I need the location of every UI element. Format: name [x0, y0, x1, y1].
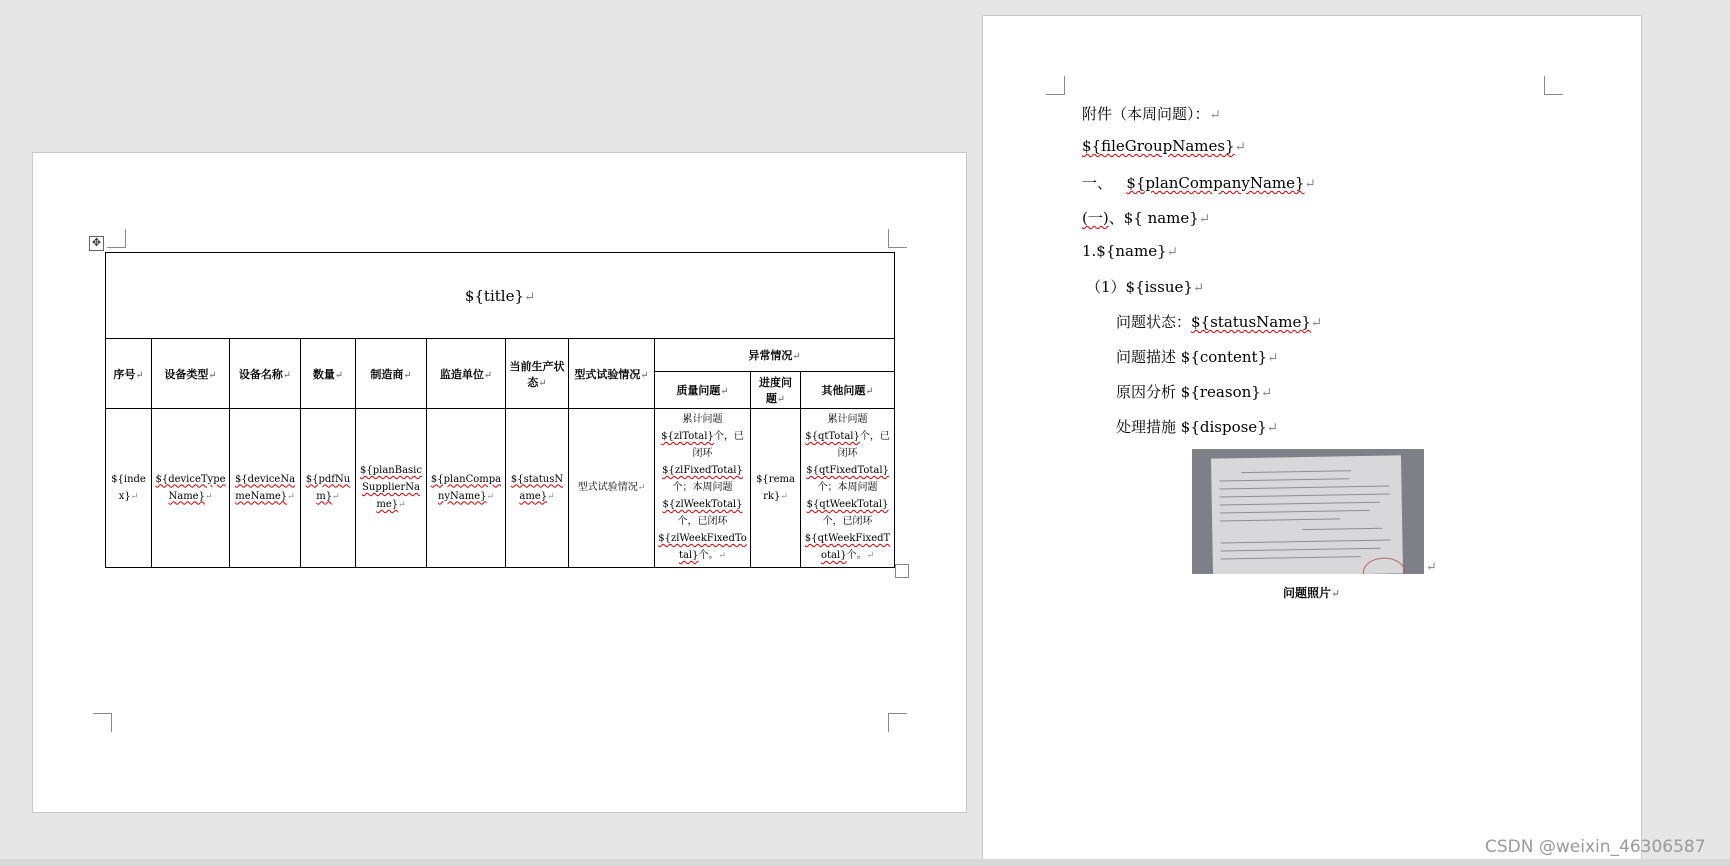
- quality-text-1: 累计问题: [682, 414, 723, 425]
- paragraph-mark: ↵: [538, 377, 547, 389]
- section-1-prefix: 一、: [1082, 174, 1113, 192]
- paragraph-mark: ↵: [547, 491, 555, 502]
- description-line[interactable]: [1116, 346, 1278, 367]
- paragraph-mark: ↵: [1267, 350, 1279, 366]
- file-group-var: ${fileGroupNames}: [1082, 137, 1235, 155]
- paragraph-mark: ↵: [486, 491, 495, 502]
- photo-caption[interactable]: [1283, 584, 1340, 601]
- reason-var: ${reason}: [1180, 383, 1261, 401]
- cell-supervisor-value: ${planCompanyName}: [430, 473, 502, 502]
- cell-device-name[interactable]: [230, 409, 301, 568]
- paragraph-mark: ↵: [204, 491, 213, 502]
- paragraph-mark: ↵: [282, 369, 292, 381]
- header-abnormal-label: 异常情况: [748, 349, 793, 362]
- other-week-fixed-var: ${qtWeekFixedTotal}: [804, 533, 891, 561]
- paragraph-mark: ↵: [637, 483, 646, 493]
- quality-week-fixed-var: ${zlWeekFixedTotal}: [658, 533, 747, 561]
- file-group-line[interactable]: [1082, 137, 1246, 155]
- issue-photo[interactable]: [1192, 449, 1424, 574]
- header-progress-issue[interactable]: [751, 372, 801, 409]
- item-1-var: 1.${name}: [1082, 242, 1167, 260]
- cell-other-issue[interactable]: [801, 409, 895, 568]
- other-total-var: ${qtTotal}: [805, 431, 860, 442]
- attachment-heading-text: 附件（本周问题）：: [1082, 105, 1210, 123]
- reason-line[interactable]: [1116, 381, 1272, 402]
- cell-manufacturer-value: ${planBasicSupplierName}: [360, 465, 422, 510]
- issue-line[interactable]: [1086, 276, 1204, 297]
- cell-device-name-value: ${deviceNameName}: [234, 473, 296, 502]
- dispose-var: ${dispose}: [1180, 418, 1267, 436]
- quality-text-2: 个，已闭环: [692, 431, 744, 459]
- photo-caption-text: 问题照片: [1283, 586, 1332, 600]
- paragraph-mark: ↵: [130, 491, 139, 502]
- paragraph-mark: ↵: [334, 369, 344, 381]
- cell-quantity[interactable]: [301, 409, 356, 568]
- cell-index[interactable]: [106, 409, 152, 568]
- other-text-5: 个。: [846, 550, 867, 561]
- cell-quantity-value: ${pdfNum}: [305, 473, 351, 502]
- cell-supervisor[interactable]: [427, 409, 506, 568]
- header-quantity[interactable]: [301, 339, 356, 409]
- paragraph-mark: ↵: [1266, 420, 1279, 436]
- document-page-right[interactable]: [982, 15, 1642, 866]
- paragraph-mark: ↵: [208, 369, 217, 381]
- dispose-label: 处理措施: [1116, 418, 1177, 436]
- header-progress-issue-label: 进度问题: [759, 376, 792, 405]
- watermark: CSDN @weixin_46306587: [1485, 837, 1706, 857]
- quality-text-4: 个，已闭环: [677, 516, 728, 527]
- paragraph-mark: ↵: [776, 394, 786, 405]
- cell-device-type[interactable]: [152, 409, 230, 568]
- quality-text-5: 个。: [698, 550, 719, 561]
- cell-type-test[interactable]: [569, 409, 655, 568]
- header-status[interactable]: [506, 339, 569, 409]
- subsection-1-prefix: (一): [1082, 209, 1109, 227]
- paragraph-mark: ↵: [640, 369, 649, 381]
- description-label: 问题描述: [1116, 348, 1177, 366]
- quality-fixed-var: ${zlFixedTotal}: [662, 465, 743, 476]
- table-title: ${title}: [464, 286, 524, 305]
- table-move-handle-icon[interactable]: ✥: [89, 236, 104, 251]
- paragraph-mark: ↵: [780, 491, 788, 502]
- status-bar: [0, 859, 1730, 866]
- header-device-name-label: 设备名称: [238, 367, 283, 381]
- header-other-issue-label: 其他问题: [821, 384, 866, 397]
- paragraph-mark: ↵: [1426, 560, 1437, 575]
- paragraph-mark: ↵: [1260, 385, 1273, 401]
- header-abnormal[interactable]: [655, 339, 895, 372]
- margin-corner-bottom-right: [888, 713, 907, 732]
- other-text-3: 个；本周问题: [817, 482, 878, 493]
- paragraph-mark: ↵: [865, 386, 874, 397]
- header-quality-issue-label: 质量问题: [676, 384, 721, 397]
- attachment-heading[interactable]: [1082, 103, 1221, 124]
- cell-quality-issue[interactable]: [655, 409, 751, 568]
- cell-status-value: ${statusName}: [510, 473, 564, 502]
- header-device-type[interactable]: [152, 339, 230, 409]
- cell-index-value: ${index}: [111, 473, 146, 502]
- paragraph-mark: ↵: [792, 351, 801, 362]
- item-1-line[interactable]: [1082, 242, 1178, 260]
- status-var: ${statusName}: [1191, 313, 1311, 331]
- other-text-2: 个，已闭环: [837, 431, 890, 459]
- other-week-var: ${qtWeekTotal}: [806, 499, 889, 510]
- paragraph-mark: ↵: [1192, 280, 1205, 296]
- subsection-1-line[interactable]: [1082, 207, 1210, 228]
- cell-device-type-value: ${deviceTypeName}: [155, 473, 226, 502]
- table-title-cell[interactable]: [106, 253, 895, 339]
- report-table: [105, 252, 895, 568]
- section-1-var: ${planCompanyName}: [1126, 174, 1305, 192]
- paragraph-mark: ↵: [1209, 107, 1221, 123]
- dispose-line[interactable]: [1116, 416, 1278, 437]
- paragraph-mark: ↵: [398, 500, 406, 510]
- other-text-1: 累计问题: [827, 414, 868, 425]
- margin-corner-bottom-left: [93, 713, 112, 732]
- header-index-label: 序号: [113, 367, 136, 381]
- paragraph-mark: ↵: [332, 491, 340, 502]
- margin-corner-top-left: [1046, 76, 1065, 95]
- description-var: ${content}: [1180, 348, 1268, 366]
- cell-type-test-value: 型式试验情况: [577, 482, 638, 493]
- issue-var: （1）${issue}: [1086, 278, 1193, 296]
- paragraph-mark: ↵: [720, 386, 729, 397]
- header-type-test-label: 型式试验情况: [574, 367, 641, 381]
- paragraph-mark: ↵: [1166, 244, 1178, 260]
- cell-manufacturer[interactable]: [356, 409, 427, 568]
- paragraph-mark: ↵: [718, 551, 727, 561]
- margin-corner-top-right: [888, 229, 907, 248]
- quality-total-var: ${zlTotal}: [661, 431, 714, 442]
- paragraph-mark: ↵: [403, 369, 412, 381]
- paragraph-mark: ↵: [1331, 587, 1341, 600]
- photo-document: [1211, 455, 1403, 574]
- header-index[interactable]: [106, 339, 152, 409]
- cell-status[interactable]: [506, 409, 569, 568]
- paragraph-mark: ↵: [483, 369, 493, 381]
- header-other-issue[interactable]: [801, 372, 895, 409]
- cell-progress-issue-value: ${remark}: [756, 473, 795, 502]
- status-line[interactable]: [1116, 311, 1322, 332]
- margin-corner-top-left: [107, 229, 126, 248]
- margin-corner-top-right: [1544, 76, 1563, 95]
- paragraph-mark: ↵: [135, 369, 144, 381]
- status-label: 问题状态：: [1116, 313, 1192, 331]
- paragraph-mark: ↵: [1304, 176, 1316, 192]
- header-supervisor[interactable]: [427, 339, 506, 409]
- header-status-label: 当前生产状态: [509, 359, 565, 389]
- quality-week-var: ${zlWeekTotal}: [662, 499, 743, 510]
- header-device-name[interactable]: [230, 339, 301, 409]
- header-quality-issue[interactable]: [655, 372, 751, 409]
- reason-label: 原因分析: [1116, 383, 1177, 401]
- header-manufacturer-label: 制造商: [370, 367, 404, 381]
- subsection-1-var: 、${ name}: [1108, 209, 1199, 227]
- quality-text-3: 个；本周问题: [672, 482, 733, 493]
- section-1-line[interactable]: [1082, 172, 1316, 193]
- header-type-test[interactable]: [569, 339, 655, 409]
- table-resize-handle-icon[interactable]: [895, 564, 909, 578]
- other-text-4: 个，已闭环: [822, 516, 873, 527]
- other-fixed-var: ${qtFixedTotal}: [806, 465, 889, 476]
- header-supervisor-label: 监造单位: [439, 367, 484, 381]
- paragraph-mark: ↵: [1234, 139, 1246, 155]
- cell-progress-issue[interactable]: [751, 409, 801, 568]
- paragraph-mark: ↵: [524, 288, 536, 305]
- header-device-type-label: 设备类型: [164, 367, 209, 381]
- paragraph-mark: ↵: [1310, 315, 1323, 331]
- header-manufacturer[interactable]: [356, 339, 427, 409]
- paragraph-mark: ↵: [866, 551, 875, 561]
- header-quantity-label: 数量: [312, 367, 335, 381]
- paragraph-mark: ↵: [287, 491, 295, 502]
- paragraph-mark: ↵: [1198, 211, 1211, 227]
